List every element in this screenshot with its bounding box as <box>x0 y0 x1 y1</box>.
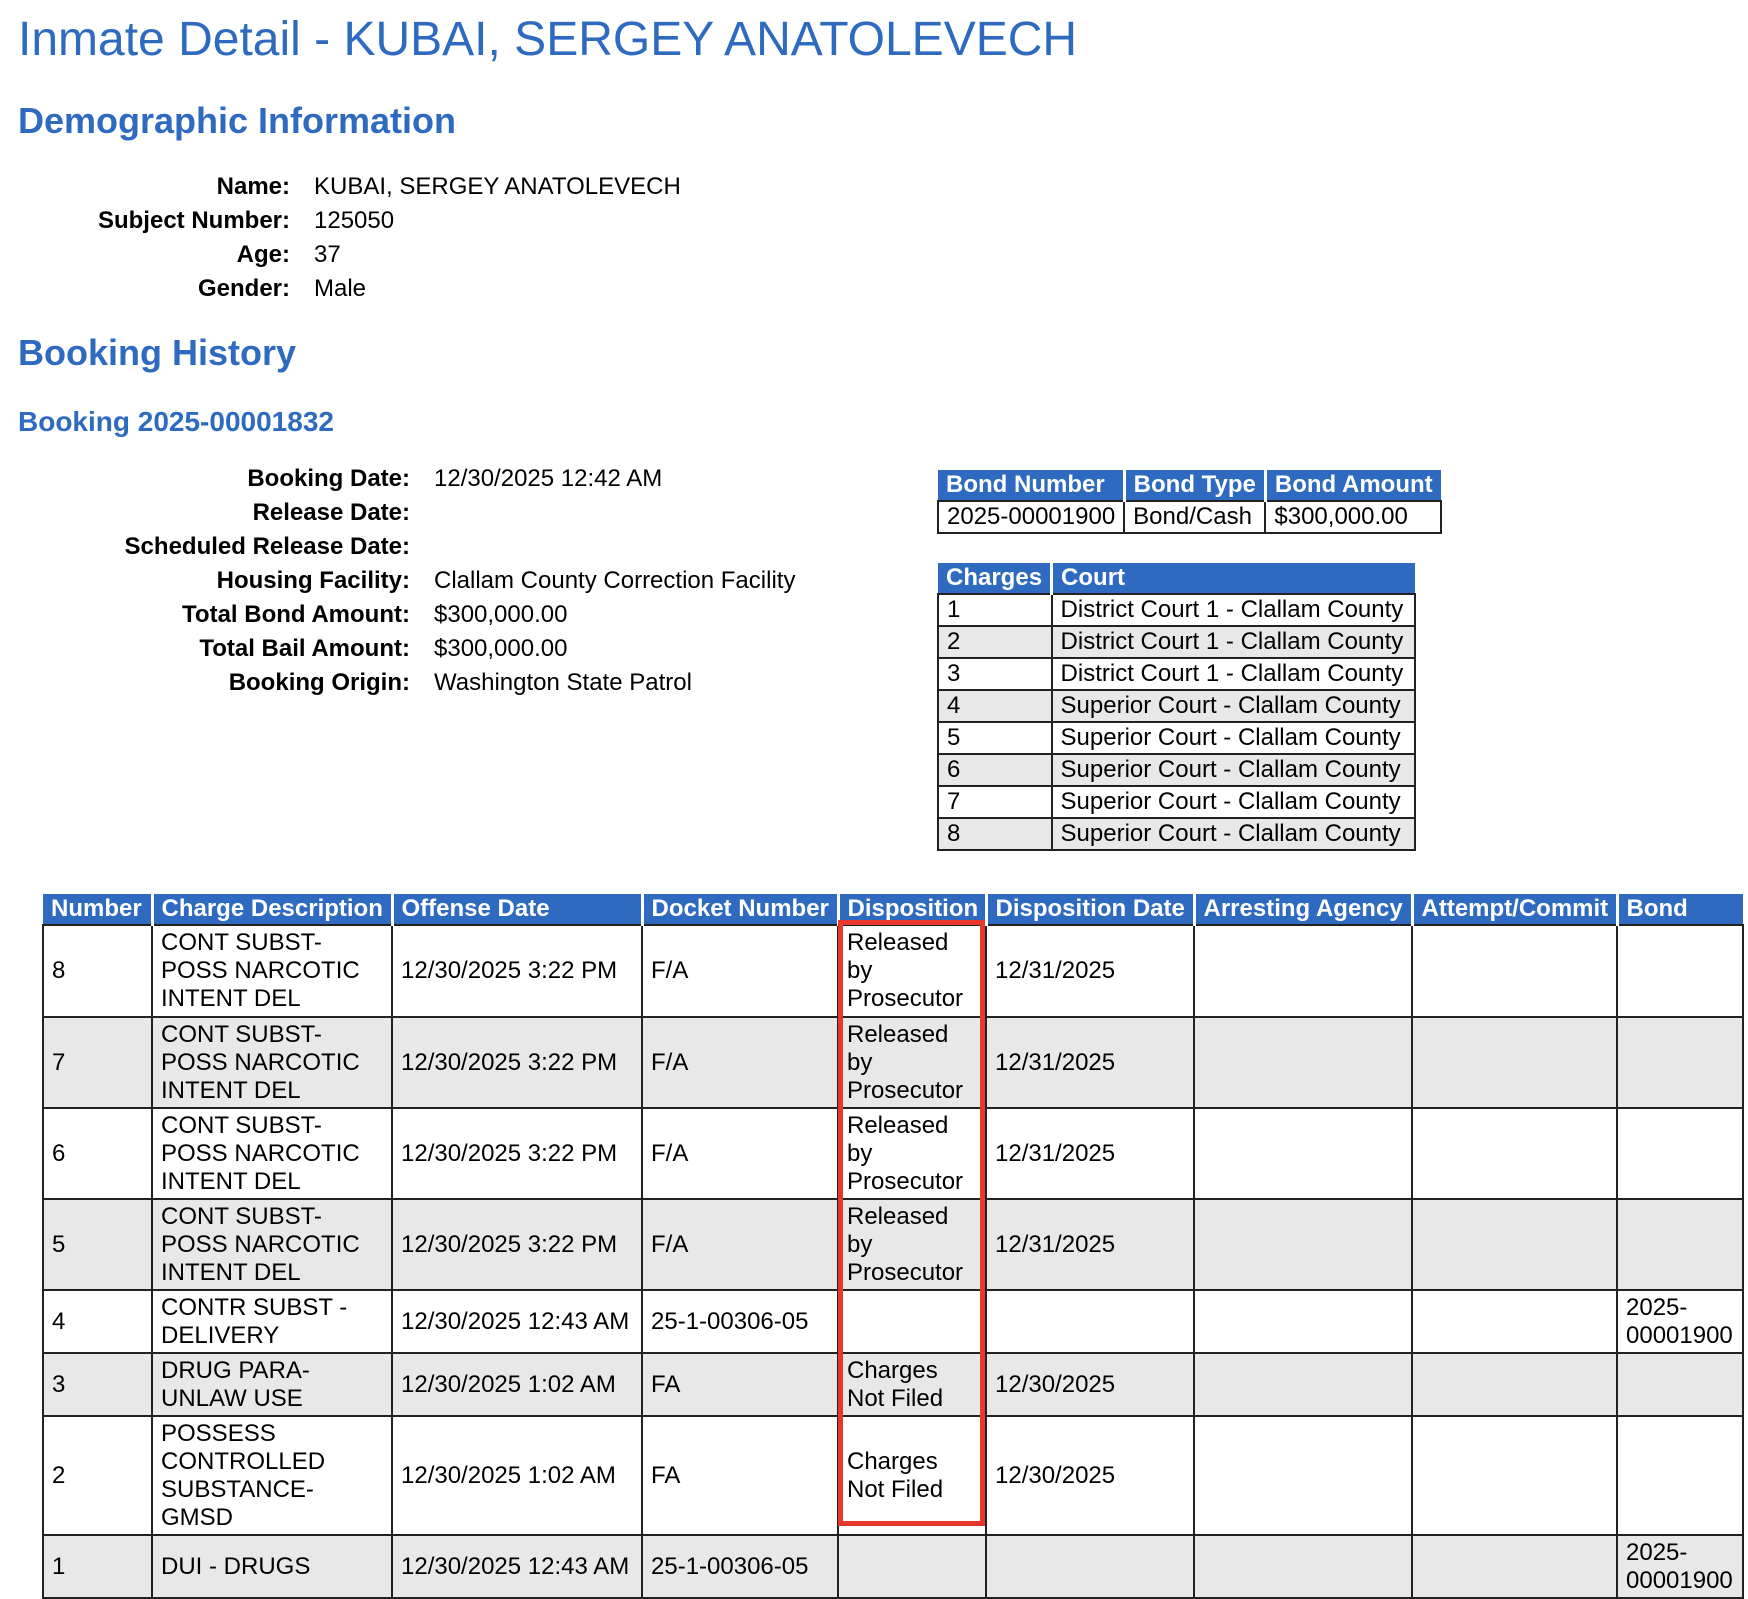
disposition: Released by Prosecutor <box>838 1108 986 1199</box>
bond <box>1617 1353 1743 1416</box>
offense-date: 12/30/2025 3:22 PM <box>392 1108 642 1199</box>
charge-number: 4 <box>43 1290 152 1353</box>
table-row <box>938 722 1415 754</box>
booking-row <box>118 666 795 700</box>
table-row <box>43 925 1743 1017</box>
table-row <box>43 1108 1743 1199</box>
bond-table <box>937 470 1442 534</box>
court-name: District Court 1 - Clallam County <box>1052 658 1415 690</box>
charge-number: 1 <box>938 594 1052 626</box>
booking-row <box>118 462 795 496</box>
field-value: KUBAI, SERGEY ANATOLEVECH <box>314 173 681 200</box>
charge-number: 7 <box>938 786 1052 818</box>
field-label: Gender: <box>197 275 290 302</box>
bond: 2025- 00001900 <box>1617 1290 1743 1353</box>
booking-row <box>118 598 795 632</box>
table-row <box>938 658 1415 690</box>
arresting-agency <box>1194 1416 1412 1535</box>
arresting-agency <box>1194 1199 1412 1290</box>
arresting-agency <box>1194 1108 1412 1199</box>
docket-number: F/A <box>642 925 838 1017</box>
offense-date: 12/30/2025 3:22 PM <box>392 1199 642 1290</box>
attempt-commit <box>1412 1535 1617 1598</box>
offense-date: 12/30/2025 3:22 PM <box>392 925 642 1017</box>
arresting-agency <box>1194 1290 1412 1353</box>
bond-number: 2025-00001900 <box>938 501 1124 533</box>
charge-number: 6 <box>43 1108 152 1199</box>
disposition <box>838 1290 986 1353</box>
charge-description: CONT SUBST- POSS NARCOTIC INTENT DEL <box>152 1017 392 1108</box>
column-header: Disposition Date <box>986 894 1194 925</box>
charge-description: POSSESS CONTROLLED SUBSTANCE- GMSD <box>152 1416 392 1535</box>
bond <box>1617 1416 1743 1535</box>
table-row <box>938 818 1415 850</box>
disposition-date: 12/30/2025 <box>986 1353 1194 1416</box>
field-value <box>410 496 795 530</box>
offense-date: 12/30/2025 3:22 PM <box>392 1017 642 1108</box>
attempt-commit <box>1412 925 1617 1017</box>
disposition <box>838 1535 986 1598</box>
charge-number: 1 <box>43 1535 152 1598</box>
field-value: $300,000.00 <box>434 601 568 628</box>
charge-description: CONTR SUBST - DELIVERY <box>152 1290 392 1353</box>
offense-date: 12/30/2025 1:02 AM <box>392 1416 642 1535</box>
column-header: Arresting Agency <box>1194 894 1412 925</box>
table-row <box>43 1416 1743 1535</box>
demographics-row-name <box>86 170 681 204</box>
disposition-date: 12/31/2025 <box>986 1199 1194 1290</box>
charge-number: 3 <box>938 658 1052 690</box>
table-row <box>938 594 1415 626</box>
field-value: Clallam County Correction Facility <box>434 567 796 594</box>
field-value: Male <box>314 275 367 302</box>
docket-number: F/A <box>642 1199 838 1290</box>
booking-row <box>118 632 795 666</box>
disposition: Charges Not Filed <box>838 1353 986 1416</box>
arresting-agency <box>1194 1017 1412 1108</box>
field-label: Release Date: <box>252 499 410 526</box>
demographics-row-age <box>86 238 681 272</box>
charge-number: 5 <box>938 722 1052 754</box>
arresting-agency <box>1194 1535 1412 1598</box>
table-row <box>43 1353 1743 1416</box>
charge-number: 5 <box>43 1199 152 1290</box>
booking-row <box>118 530 795 564</box>
column-header: Charge Description <box>152 894 392 925</box>
field-label: Housing Facility: <box>216 567 410 594</box>
column-header: Bond <box>1617 894 1743 925</box>
disposition-date: 12/31/2025 <box>986 1017 1194 1108</box>
disposition-date <box>986 1290 1194 1353</box>
charge-number: 6 <box>938 754 1052 786</box>
docket-number: F/A <box>642 1108 838 1199</box>
demographics-heading: Demographic Information <box>18 100 457 141</box>
field-value <box>410 530 795 564</box>
column-header: Disposition <box>838 894 986 925</box>
charge-description: DRUG PARA- UNLAW USE <box>152 1353 392 1416</box>
disposition-date: 12/30/2025 <box>986 1416 1194 1535</box>
bond <box>1617 1199 1743 1290</box>
offense-date: 12/30/2025 12:43 AM <box>392 1535 642 1598</box>
table-row <box>43 1199 1743 1290</box>
bond <box>1617 1017 1743 1108</box>
court-table <box>937 563 1416 851</box>
booking-fields <box>118 462 795 700</box>
column-header: Charges <box>938 563 1052 594</box>
docket-number: FA <box>642 1416 838 1535</box>
court-name: District Court 1 - Clallam County <box>1052 626 1415 658</box>
docket-number: FA <box>642 1353 838 1416</box>
docket-number: 25-1-00306-05 <box>642 1290 838 1353</box>
arresting-agency <box>1194 925 1412 1017</box>
table-row <box>938 754 1415 786</box>
table-row <box>938 786 1415 818</box>
bond <box>1617 925 1743 1017</box>
table-row <box>938 690 1415 722</box>
table-row <box>43 1535 1743 1598</box>
field-value: 37 <box>314 241 341 268</box>
attempt-commit <box>1412 1290 1617 1353</box>
court-name: Superior Court - Clallam County <box>1052 722 1415 754</box>
charge-number: 2 <box>43 1416 152 1535</box>
offense-date: 12/30/2025 1:02 AM <box>392 1353 642 1416</box>
demographics-fields <box>86 170 681 306</box>
booking-history-heading: Booking History <box>18 332 297 373</box>
charge-number: 7 <box>43 1017 152 1108</box>
court-name: District Court 1 - Clallam County <box>1052 594 1415 626</box>
column-header: Court <box>1052 563 1415 594</box>
disposition: Released by Prosecutor <box>838 1199 986 1290</box>
bond-table-header <box>938 470 1441 501</box>
field-label: Age: <box>236 241 290 268</box>
field-label: Booking Date: <box>247 465 410 492</box>
table-row <box>938 626 1415 658</box>
booking-row <box>118 564 795 598</box>
field-value: $300,000.00 <box>434 635 568 662</box>
charge-description: CONT SUBST- POSS NARCOTIC INTENT DEL <box>152 1108 392 1199</box>
bond-type: Bond/Cash <box>1124 501 1265 533</box>
demographics-row-gender <box>86 272 681 306</box>
attempt-commit <box>1412 1353 1617 1416</box>
column-header: Attempt/Commit <box>1412 894 1617 925</box>
field-label: Scheduled Release Date: <box>124 533 410 560</box>
charge-description: CONT SUBST- POSS NARCOTIC INTENT DEL <box>152 1199 392 1290</box>
disposition-date <box>986 1535 1194 1598</box>
court-table-header <box>938 563 1415 594</box>
column-header: Bond Amount <box>1265 470 1440 501</box>
bond: 2025- 00001900 <box>1617 1535 1743 1598</box>
booking-row <box>118 496 795 530</box>
column-header: Number <box>43 894 152 925</box>
charge-description: CONT SUBST- POSS NARCOTIC INTENT DEL <box>152 925 392 1017</box>
field-label: Total Bond Amount: <box>182 601 410 628</box>
bond-amount: $300,000.00 <box>1265 501 1440 533</box>
field-label: Total Bail Amount: <box>199 635 410 662</box>
column-header: Docket Number <box>642 894 838 925</box>
attempt-commit <box>1412 1416 1617 1535</box>
charges-table-body <box>43 925 1743 1598</box>
attempt-commit <box>1412 1108 1617 1199</box>
table-row <box>938 501 1441 533</box>
docket-number: 25-1-00306-05 <box>642 1535 838 1598</box>
disposition: Released by Prosecutor <box>838 1017 986 1108</box>
disposition-date: 12/31/2025 <box>986 1108 1194 1199</box>
court-name: Superior Court - Clallam County <box>1052 786 1415 818</box>
column-header: Offense Date <box>392 894 642 925</box>
charge-number: 8 <box>938 818 1052 850</box>
table-row <box>43 1290 1743 1353</box>
charge-number: 3 <box>43 1353 152 1416</box>
court-name: Superior Court - Clallam County <box>1052 754 1415 786</box>
attempt-commit <box>1412 1017 1617 1108</box>
demographics-row-subject-number <box>86 204 681 238</box>
docket-number: F/A <box>642 1017 838 1108</box>
field-value: 12/30/2025 12:42 AM <box>434 465 663 492</box>
disposition: Charges Not Filed <box>838 1416 986 1535</box>
charge-number: 2 <box>938 626 1052 658</box>
arresting-agency <box>1194 1353 1412 1416</box>
charge-number: 8 <box>43 925 152 1017</box>
bond <box>1617 1108 1743 1199</box>
charges-table <box>42 894 1744 1599</box>
column-header: Bond Number <box>938 470 1124 501</box>
disposition: Released by Prosecutor <box>838 925 986 1017</box>
field-value: 125050 <box>314 207 395 234</box>
court-name: Superior Court - Clallam County <box>1052 690 1415 722</box>
field-label: Name: <box>216 173 290 200</box>
charge-description: DUI - DRUGS <box>152 1535 392 1598</box>
table-row <box>43 1017 1743 1108</box>
charges-table-header <box>43 894 1743 925</box>
field-label: Subject Number: <box>97 207 290 234</box>
offense-date: 12/30/2025 12:43 AM <box>392 1290 642 1353</box>
page-title: Inmate Detail - KUBAI, SERGEY ANATOLEVECH <box>18 13 1078 66</box>
booking-heading: Booking 2025-00001832 <box>18 406 334 437</box>
attempt-commit <box>1412 1199 1617 1290</box>
field-value: Washington State Patrol <box>434 669 692 696</box>
charge-number: 4 <box>938 690 1052 722</box>
court-name: Superior Court - Clallam County <box>1052 818 1415 850</box>
disposition-date: 12/31/2025 <box>986 925 1194 1017</box>
field-label: Booking Origin: <box>228 669 410 696</box>
column-header: Bond Type <box>1124 470 1265 501</box>
